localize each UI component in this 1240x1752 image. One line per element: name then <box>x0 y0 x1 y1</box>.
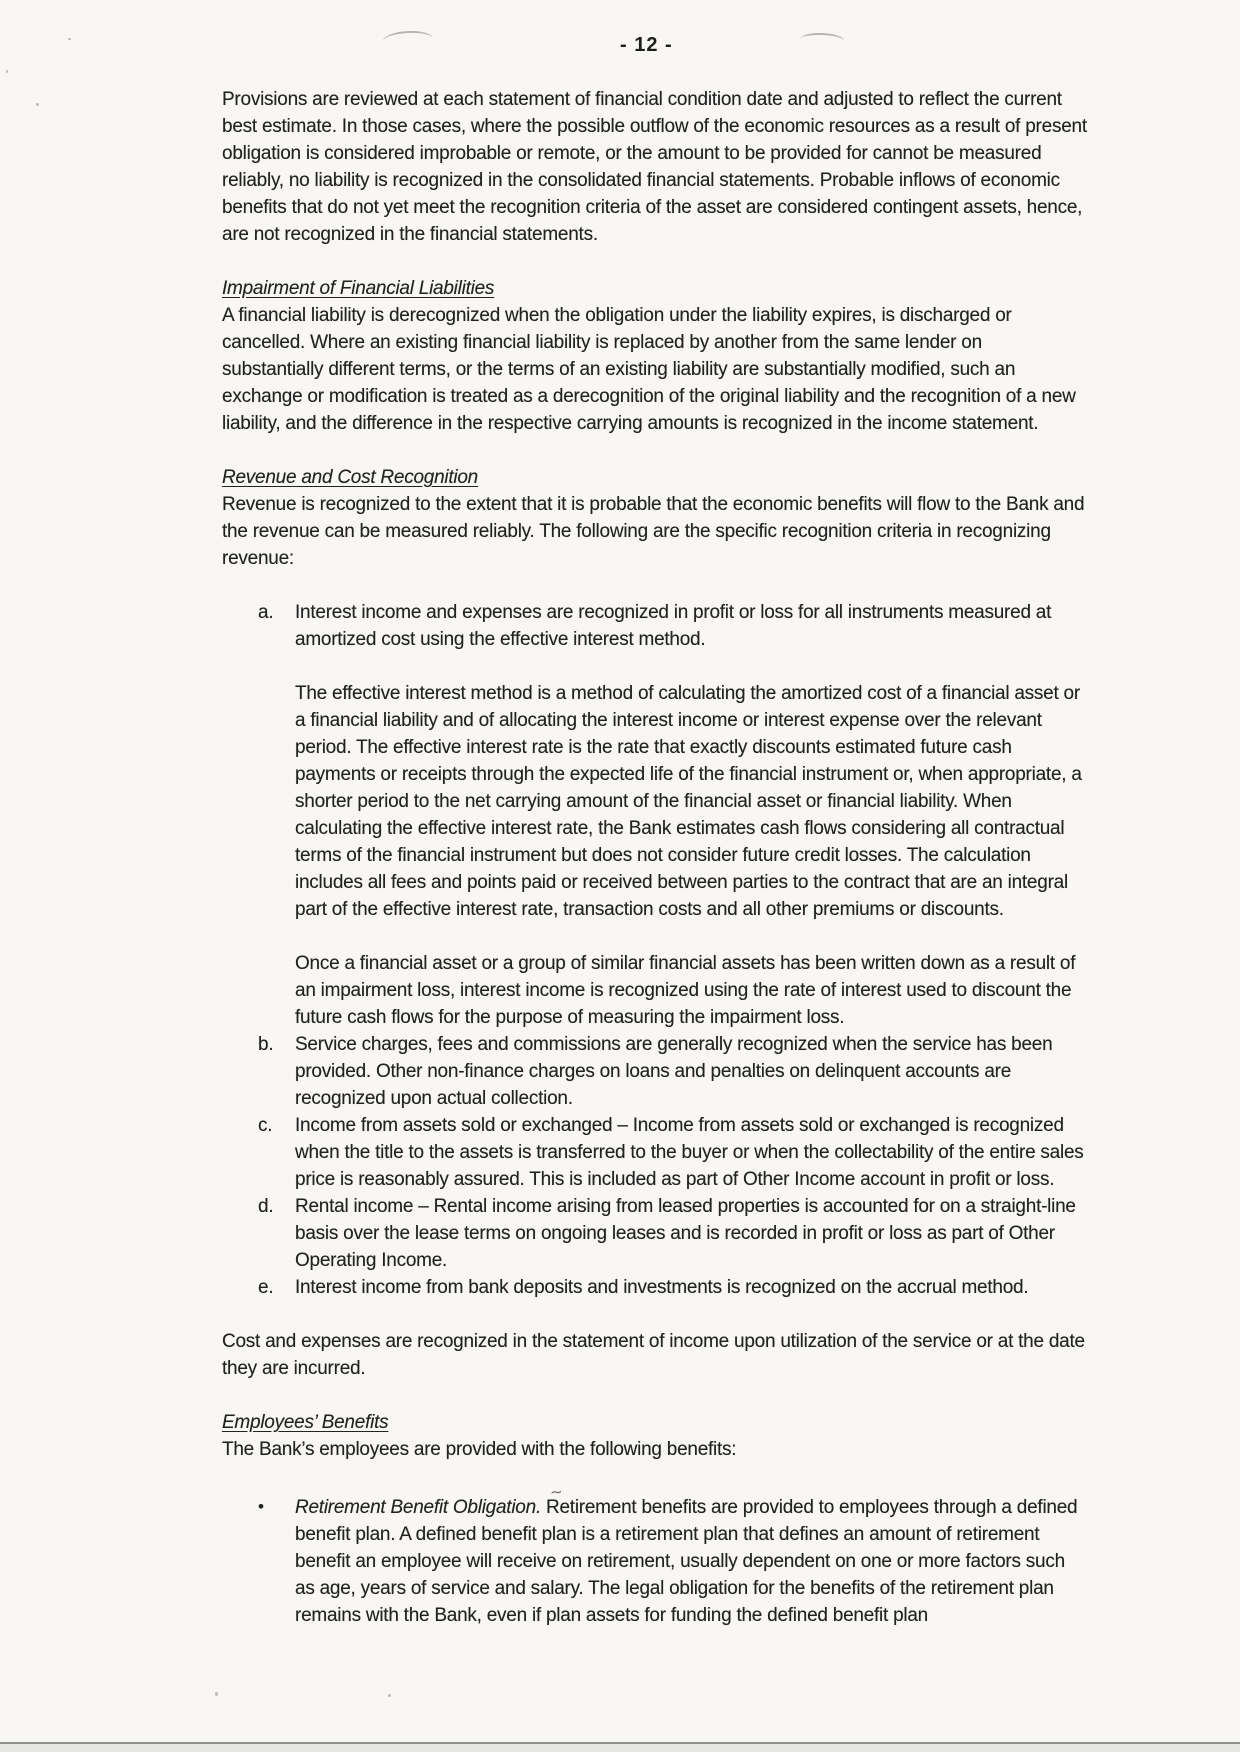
list-item-a-paragraph-3: Once a financial asset or a group of similar financial assets has been written down as a result of an impairment loss, interest income is recognized using the rate of interest used to discount the future cash flows for the purpose of measuring the impairment loss. <box>295 953 1076 1028</box>
scan-artifact-squiggle: ∼ <box>549 1483 564 1502</box>
section-heading-employees-benefits: Employees’ Benefits <box>222 1412 389 1433</box>
paragraph-impairment-body: A financial liability is derecognized when the obligation under the liability expires, is discharged or cancelled. Where an existing financial liability is replaced by another from the same lender on substantially different terms, or the terms of an existing liability are substantially modified, such an exchange or modification is treated as a derecognition of the original liability and the recognition of a new liability, and the difference in the respective carrying amounts is recognized in the income statement. <box>222 305 1076 434</box>
scan-speck <box>215 1692 218 1696</box>
scan-speck <box>68 38 71 40</box>
list-item-b-paragraph: Service charges, fees and commissions are generally recognized when the service has been provided. Other non-finance charges on loans and penalties on delinquent accounts are recognized upon actual collection. <box>295 1034 1053 1109</box>
paragraph-employees-intro: The Bank’s employees are provided with the following benefits: <box>222 1439 737 1460</box>
list-item-e <box>222 1274 1088 1301</box>
bullet-lead-italic: Retirement Benefit Obligation. <box>295 1497 541 1518</box>
list-item-b <box>222 1031 1088 1112</box>
benefits-bullet-list <box>222 1494 1088 1629</box>
list-item-c <box>222 1112 1088 1193</box>
scan-bottom-strip <box>0 1744 1240 1752</box>
bullet-icon: • <box>258 1497 264 1516</box>
document-body <box>222 0 1088 1629</box>
list-item-d-paragraph: Rental income – Rental income arising from leased properties is accounted for on a straight-line basis over the lease terms on ongoing leases and is recorded in profit or loss as part of Other Operating Income. <box>295 1196 1076 1271</box>
list-marker-d: d. <box>258 1196 274 1217</box>
list-item-e-paragraph: Interest income from bank deposits and investments is recognized on the accrual method. <box>295 1277 1029 1298</box>
list-item-a-paragraph-2: The effective interest method is a method of calculating the amortized cost of a financial asset or a financial liability and of allocating the interest income or interest expense over the relevant period. The effective interest rate is the rate that exactly discounts estimated future cash payments or receipts through the expected life of the financial instrument or, when appropriate, a shorter period to the net carrying amount of the financial asset or financial liability. When calculating the effective interest rate, the Bank estimates cash flows considering all contractual terms of the financial instrument but does not consider future credit losses. The calculation includes all fees and points paid or received between parties to the contract that are an integral part of the effective interest rate, transaction costs and all other premiums or discounts. <box>295 683 1082 920</box>
list-item-c-paragraph: Income from assets sold or exchanged – Income from assets sold or exchanged is recognized when the title to the assets is transferred to the buyer or when the collectability of the entire sales price is reasonably assured. This is included as part of Other Income account in profit or loss. <box>295 1115 1084 1190</box>
list-marker-e: e. <box>258 1277 274 1298</box>
scan-speck <box>36 103 39 106</box>
page-number: - 12 - <box>620 34 673 56</box>
list-item-d <box>222 1193 1088 1274</box>
section-heading-revenue-and-cost-recognition: Revenue and Cost Recognition <box>222 467 479 488</box>
list-item-a-paragraph-1: Interest income and expenses are recognized in profit or loss for all instruments measured at amortized cost using the effective interest method. <box>295 602 1052 650</box>
paragraph-cost-and-expenses: Cost and expenses are recognized in the statement of income upon utilization of the service or at the date they are incurred. <box>222 1331 1085 1379</box>
paragraph-revenue-body: Revenue is recognized to the extent that it is probable that the economic benefits will flow to the Bank and the revenue can be measured reliably. The following are the specific recognition criteria in recognizing revenue: <box>222 494 1085 569</box>
list-item-a <box>222 599 1088 1031</box>
section-heading-impairment-of-financial-liabilities: Impairment of Financial Liabilities <box>222 278 495 299</box>
paragraph-provisions: Provisions are reviewed at each statement of financial condition date and adjusted to reflect the current best estimate. In those cases, where the possible outflow of the economic resources as a result of present obligation is considered improbable or remote, or the amount to be provided for cannot be measured reliably, no liability is recognized in the consolidated financial statements. Probable inflows of economic benefits that do not yet meet the recognition criteria of the asset are considered contingent assets, hence, are not recognized in the financial statements. <box>222 89 1087 245</box>
bullet-item-retirement-text <box>295 1494 1088 1629</box>
list-marker-c: c. <box>258 1115 273 1136</box>
scan-speck <box>388 1694 391 1697</box>
recognition-criteria-list <box>222 599 1088 1301</box>
bullet-item-retirement-benefit <box>222 1494 1088 1629</box>
bullet-rest-text: Retirement benefits are provided to employees through a defined benefit plan. A defined benefit plan is a retirement plan that defines an amount of retirement benefit an employee will receive on retirement, usually dependent on one or more factors such as age, years of service and salary. The legal obligation for the benefits of the retirement plan remains with the Bank, even if plan assets for funding the defined benefit plan <box>295 1497 1078 1626</box>
scan-speck <box>6 70 8 73</box>
list-marker-b: b. <box>258 1034 274 1055</box>
list-marker-a: a. <box>258 602 274 623</box>
